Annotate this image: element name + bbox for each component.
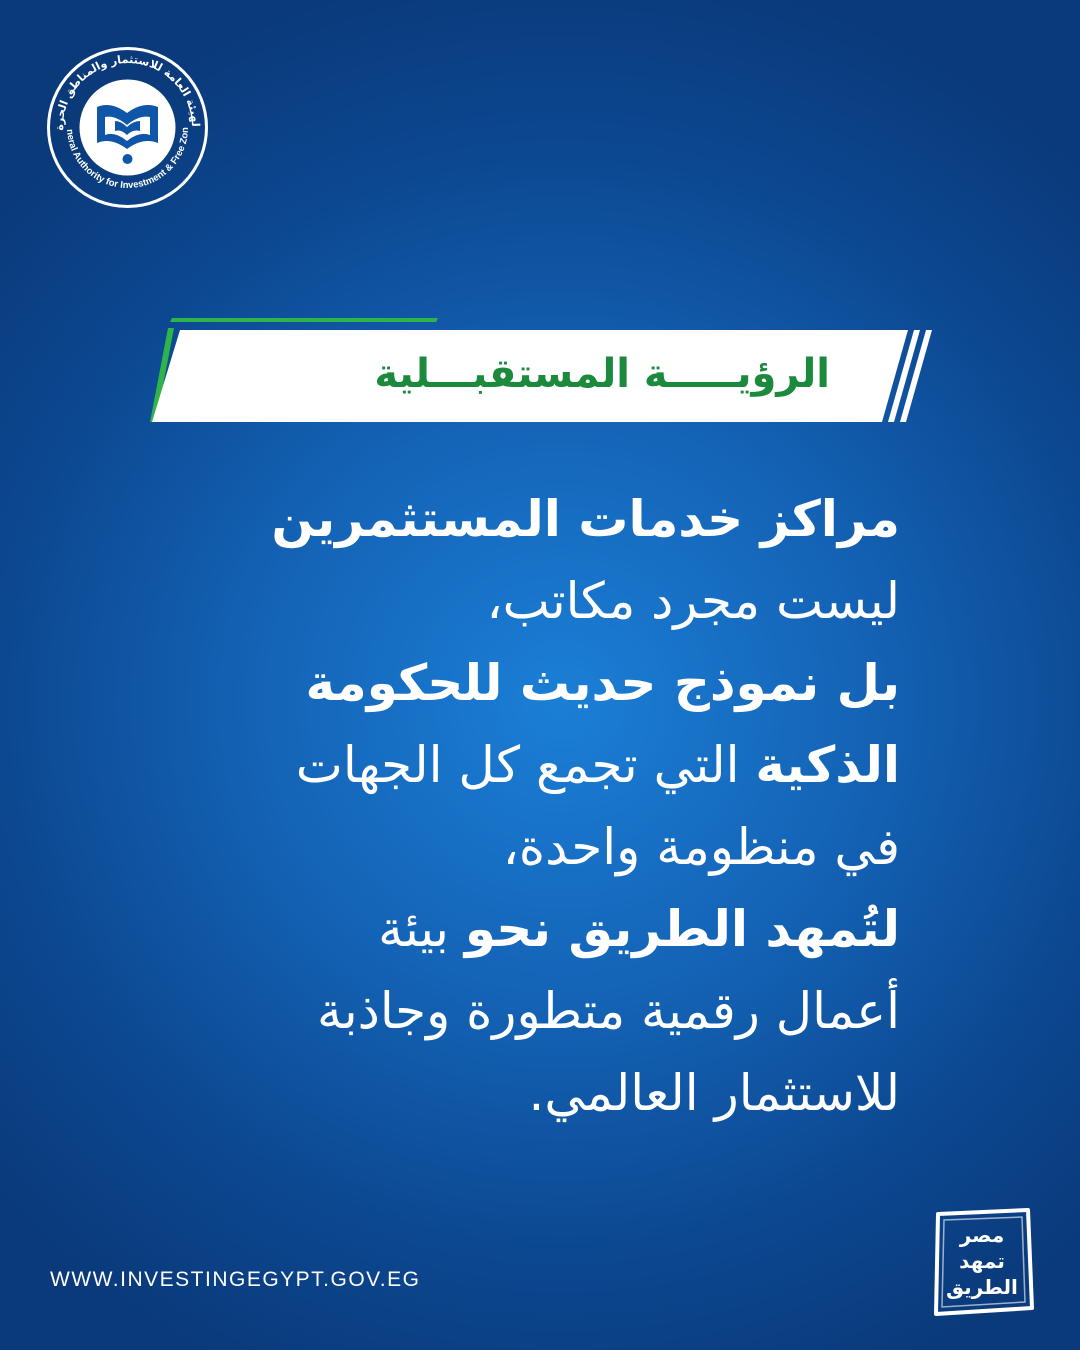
stamp-line-1: مصر <box>959 1223 1005 1247</box>
body-line-7 <box>140 970 900 1052</box>
body-line-3 <box>140 642 900 724</box>
body-line-5-normal: في منظومة واحدة، <box>502 818 900 876</box>
body-line-5 <box>140 806 900 888</box>
body-line-2-normal: ليست مجرد مكاتب، <box>486 572 900 630</box>
gafi-logo <box>45 45 210 210</box>
banner-title: الرؤيـــــة المستقبـــلية <box>374 351 830 397</box>
svg-text:General Authority for Investme: neral Authority for Investment & Free Zon <box>63 126 192 192</box>
body-line-8 <box>140 1052 900 1134</box>
body-line-6 <box>140 888 900 970</box>
body-paragraph <box>140 478 900 1134</box>
body-line-1 <box>140 478 900 560</box>
stamp-line-3: الطريق <box>946 1275 1018 1299</box>
body-line-8-normal: للاستثمار العالمي. <box>528 1064 900 1122</box>
body-line-4-bold: الذكية <box>755 736 900 794</box>
website-url[interactable]: WWW.INVESTINGEGYPT.GOV.EG <box>50 1268 421 1291</box>
body-line-4 <box>140 724 900 806</box>
body-line-3-bold: بل نموذج حديث للحكومة <box>305 654 900 712</box>
body-line-2 <box>140 560 900 642</box>
body-line-1-bold: مراكز خدمات المستثمرين <box>271 490 900 548</box>
section-banner <box>150 318 940 428</box>
stamp-line-2: تمهد <box>959 1249 1005 1273</box>
svg-text:الهيئة العامة للاستثمار والمنا: لهيئة العامة للاستثمار والمناطق الحرة <box>52 52 203 131</box>
egypt-paves-the-way-stamp <box>928 1208 1036 1318</box>
gafi-book-emblem-icon <box>45 45 210 210</box>
stamp-text <box>928 1222 1036 1300</box>
body-line-4-normal: التي تجمع كل الجهات <box>295 736 756 794</box>
body-line-6-bold: لتُمهد الطريق نحو <box>464 900 900 958</box>
body-line-6-normal: بيئة <box>378 900 465 958</box>
body-line-7-normal: أعمال رقمية متطورة وجاذبة <box>316 982 900 1040</box>
